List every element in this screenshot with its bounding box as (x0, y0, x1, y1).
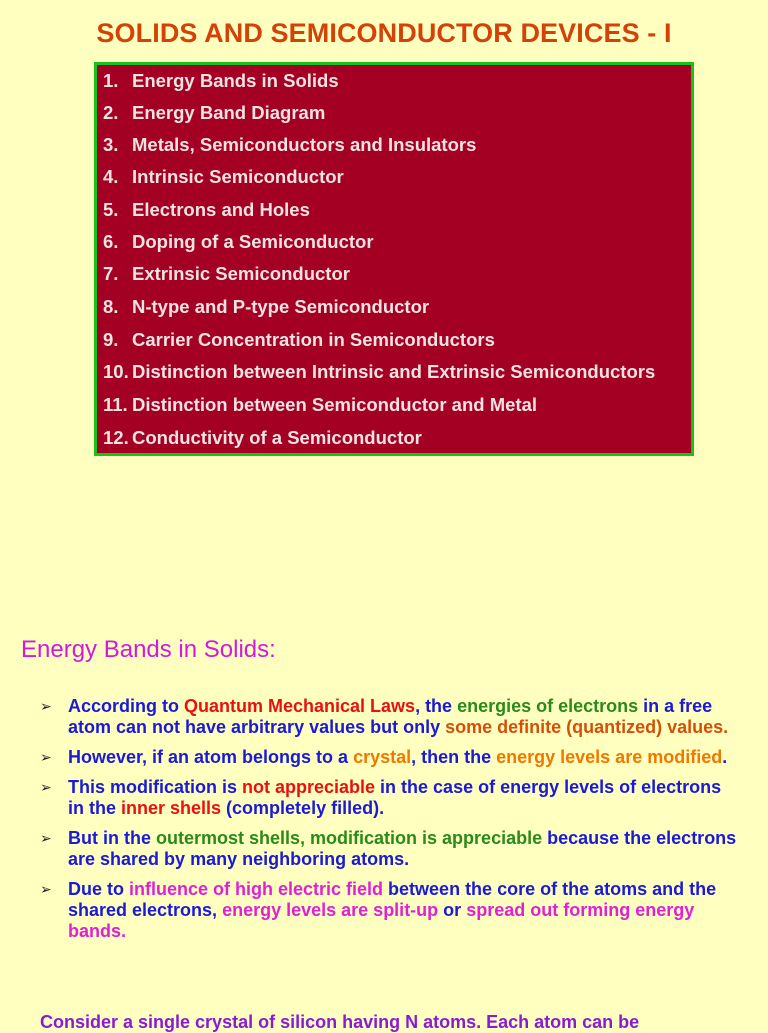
toc-item (103, 102, 325, 126)
toc-label: Electrons and Holes (132, 199, 310, 220)
bullet-text-segment: or (438, 900, 467, 920)
bullet-item (40, 828, 740, 870)
toc-item (103, 199, 310, 223)
bullet-text-segment: , then the (411, 747, 497, 767)
toc-number: 1. (103, 70, 119, 91)
toc-number: 5. (103, 199, 119, 220)
toc-label: Intrinsic Semiconductor (132, 166, 344, 187)
toc-number: 7. (103, 263, 119, 284)
toc-label: N-type and P-type Semiconductor (132, 296, 430, 317)
table-of-contents (94, 62, 694, 456)
bullet-text-segment: energy levels are modified (496, 747, 723, 767)
bullet-text-segment: outermost shells, modification is appreciable (156, 828, 543, 848)
toc-number: 12. (103, 427, 129, 448)
bullet-item (40, 696, 740, 738)
toc-label: Energy Band Diagram (132, 102, 326, 123)
arrow-bullet-icon: ➢ (40, 830, 52, 846)
bullet-text-segment: , the (415, 696, 458, 716)
toc-label: Distinction between Semiconductor and Metal (132, 394, 537, 415)
page-title: SOLIDS AND SEMICONDUCTOR DEVICES - I (96, 18, 672, 48)
toc-label: Conductivity of a Semiconductor (132, 427, 422, 448)
bullet-item (40, 777, 740, 819)
toc-item (103, 70, 339, 94)
toc-label: Extrinsic Semiconductor (132, 263, 350, 284)
bullet-item (40, 747, 740, 768)
toc-label: Metals, Semiconductors and Insulators (132, 134, 477, 155)
toc-item (103, 263, 350, 287)
bullet-text-segment: energies of electrons (457, 696, 639, 716)
bullet-text-segment: inner shells (121, 798, 222, 818)
toc-item (103, 231, 374, 255)
bullet-text-segment: This modification is (68, 777, 243, 797)
bullet-text-segment: energy levels are split-up (222, 900, 439, 920)
toc-number: 6. (103, 231, 119, 252)
bullet-text-segment: spread out forming energy bands. (68, 900, 695, 941)
bullet-text-segment: not appreciable (242, 777, 376, 797)
toc-number: 3. (103, 134, 119, 155)
toc-label: Doping of a Semiconductor (132, 231, 374, 252)
bullet-text-segment: (completely filled). (221, 798, 385, 818)
bullet-text-segment: However, if an atom belongs to a (68, 747, 354, 767)
arrow-bullet-icon: ➢ (40, 698, 52, 714)
bullet-text-segment: But in the (68, 828, 156, 848)
bullet-item (40, 879, 740, 942)
toc-number: 11. (103, 394, 128, 415)
toc-item (103, 394, 537, 418)
bullet-text-segment: in the case of energy levels of electrons in the (68, 777, 722, 818)
toc-label: Distinction between Intrinsic and Extrinsic Semiconductors (132, 361, 656, 382)
toc-number: 2. (103, 102, 119, 123)
toc-number: 8. (103, 296, 119, 317)
toc-label: Carrier Concentration in Semiconductors (132, 329, 495, 350)
bullet-text-segment: Quantum Mechanical Laws (184, 696, 416, 716)
bullet-list (40, 696, 740, 951)
arrow-bullet-icon: ➢ (40, 881, 52, 897)
toc-item (103, 427, 422, 451)
toc-item (103, 329, 495, 353)
toc-number: 9. (103, 329, 119, 350)
bullet-text-segment: . (722, 747, 728, 767)
bullet-text-segment: in a free atom can not have arbitrary values but only (68, 696, 713, 737)
toc-label: Energy Bands in Solids (132, 70, 339, 91)
bullet-text-segment: some definite (quantized) values. (445, 717, 729, 737)
arrow-bullet-icon: ➢ (40, 779, 52, 795)
bullet-text-segment: crystal (353, 747, 412, 767)
toc-item (103, 296, 429, 320)
toc-number: 4. (103, 166, 119, 187)
bullet-text-segment: because the electrons are shared by many neighboring atoms. (68, 828, 737, 869)
toc-number: 10. (103, 361, 129, 382)
bullet-text-segment: influence of high electric field (129, 879, 384, 899)
toc-item (103, 166, 344, 190)
section-heading: Energy Bands in Solids: (21, 636, 276, 663)
toc-item (103, 361, 655, 385)
final-text: Consider a single crystal of silicon having N atoms. Each atom can be (40, 1012, 640, 1032)
bullet-text-segment: Due to (68, 879, 129, 899)
bullet-text-segment: between the core of the atoms and the shared electrons, (68, 879, 717, 920)
bullet-text-segment: According to (68, 696, 184, 716)
arrow-bullet-icon: ➢ (40, 749, 52, 765)
toc-item (103, 134, 476, 158)
